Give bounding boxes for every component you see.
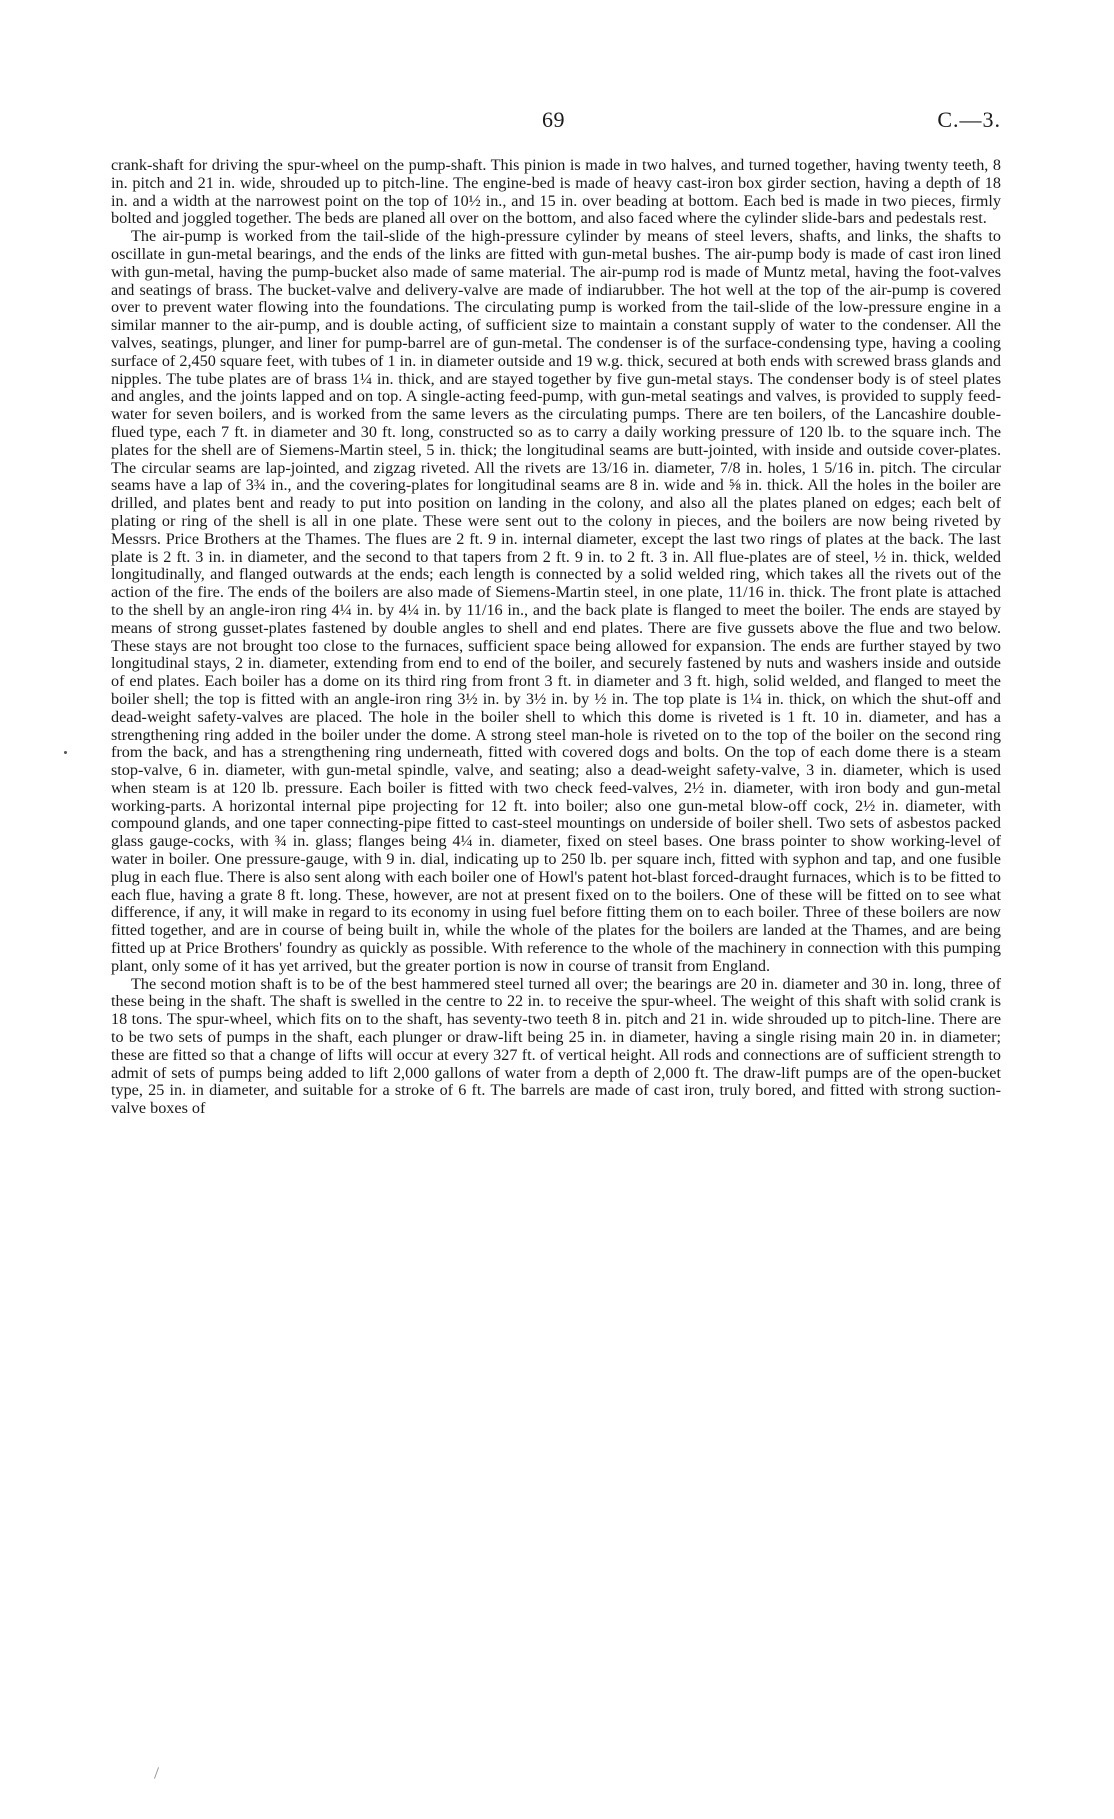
page-reference: C.—3. — [937, 107, 1001, 132]
body-text — [111, 157, 1001, 1118]
paragraph-1: crank-shaft for driving the spur-wheel on the pump-shaft. This pinion is made in two halves, and turned together, having twenty teeth, 8 in. pitch and 21 in. wide, shrouded up to pitch-line. The engine-bed is made of heavy cast-iron box girder section, having a depth of 18 in. and a width at the narrowest point on the top of 10½ in., and 15 in. over beading at bottom. Each bed is made in two pieces, firmly bolted and joggled together. The beds are planed all over on the bottom, and also faced where the cylinder slide-bars and pedestals rest. — [111, 156, 1001, 228]
margin-tick — [154, 1767, 159, 1779]
paragraph-2: The air-pump is worked from the tail-slide of the high-pressure cylinder by means of steel levers, shafts, and links, the shafts to oscillate in gun-metal bearings, and the ends of the links are fitted with gun-metal bushes. The air-pump body is made of cast iron lined with gun-metal, having the pump-bucket also made of same material. The air-pump rod is made of Muntz metal, having the foot-valves and seatings of brass. The bucket-valve and delivery-valve are made of indiarubber. The hot well at the top of the air-pump is covered over to prevent water flowing into the foundations. The circulating pump is worked from the tail-slide of the low-pressure engine in a similar manner to the air-pump, and is double acting, of sufficient size to maintain a constant supply of water to the condenser. All the valves, seatings, plunger, and liner for pump-barrel are of gun-metal. The condenser is of the surface-condensing type, having a cooling surface of 2,450 square feet, with tubes of 1 in. in diameter outside and 19 w.g. thick, secured at both ends with screwed brass glands and nipples. The tube plates are of brass 1¼ in. thick, and are stayed together by five gun-metal stays. The condenser body is of steel plates and angles, and the joints lapped and on top. A single-acting feed-pump, with gun-metal seatings and valves, is provided to supply feed-water for seven boilers, and is worked from the same levers as the circulating pumps. There are ten boilers, of the Lancashire double-flued type, each 7 ft. in diameter and 30 ft. long, constructed so as to carry a daily working pressure of 120 lb. to the square inch. The plates for the shell are of Siemens-Martin steel, 5 in. thick; the longitudinal seams are butt-jointed, with inside and outside cover-plates. The circular seams are lap-jointed, and zigzag riveted. All the rivets are 13/16 in. diameter, 7/8 in. holes, 1 5/16 in. pitch. The circular seams have a lap of 3¾ in., and the covering-plates for longitudinal seams are 8 in. wide and ⅝ in. thick. All the holes in the boiler are drilled, and plates bent and ready to put into position on landing in the colony, and also all the plates planed on edges; each belt of plating or ring of the shell is all in one plate. These were sent out to the colony in pieces, and the boilers are now being riveted by Messrs. Price Brothers at the Thames. The flues are 2 ft. 9 in. internal diameter, except the last two rings of plates at the back. The last plate is 2 ft. 3 in. in diameter, and the second to that tapers from 2 ft. 9 in. to 2 ft. 3 in. All flue-plates are of steel, ½ in. thick, welded longitudinally, and flanged outwards at the ends; each length is connected by a solid welded ring, which takes all the rivets out of the action of the fire. The ends of the boilers are also made of Siemens-Martin steel, in one plate, 11/16 in. thick. The front plate is attached to the shell by an angle-iron ring 4¼ in. by 4¼ in. by 11/16 in., and the back plate is flanged to meet the boiler. The ends are stayed by means of strong gusset-plates fastened by double angles to shell and end plates. There are five gussets above the flue and two below. These stays are not brought too close to the furnaces, sufficient space being allowed for expansion. The ends are further stayed by two longitudinal stays, 2 in. diameter, extending from end to end of the boiler, and securely fastened by nuts and washers inside and outside of end plates. Each boiler has a dome on its third ring from front 3 ft. in diameter and 3 ft. high, solid welded, and flanged to meet the boiler shell; the top is fitted with an angle-iron ring 3½ in. by 3½ in. by ½ in. The top plate is 1¼ in. thick, on which the shut-off and dead-weight safety-valves are placed. The hole in the boiler shell to which this dome is riveted is 1 ft. 10 in. diameter, and has a strengthening ring added in the boiler under the dome. A strong steel man-hole is riveted on to the top of the boiler on the second ring from the back, and has a strengthening ring underneath, fitted with covered dogs and bolts. On the top of each dome there is a steam stop-valve, 6 in. diameter, with gun-metal spindle, valve, and seating; also a dead-weight safety-valve, 3 in. diameter, which is used when steam is at 120 lb. pressure. Each boiler is fitted with two check feed-valves, 2½ in. diameter, with iron body and gun-metal working-parts. A horizontal internal pipe projecting for 12 ft. into boiler; also one gun-metal blow-off cock, 2½ in. diameter, with compound glands, and one taper connecting-pipe fitted to cast-steel mountings on underside of boiler shell. Two sets of asbestos packed glass gauge-cocks, with ¾ in. glass; flanges being 4¼ in. diameter, fixed on steel bases. One brass pointer to show working-level of water in boiler. One pressure-gauge, with 9 in. dial, indicating up to 250 lb. per square inch, fitted with syphon and tap, and one fusible plug in each flue. There is also sent along with each boiler one of Howl's patent hot-blast forced-draught furnaces, which is to be fitted to each flue, having a grate 8 ft. long. These, however, are not at present fixed on to the boilers. One of these will be fitted on to see what difference, if any, it will make in regard to its economy in using fuel before fitting them on to each boiler. Three of these boilers are now fitted together, and are in course of being built in, while the whole of the plates for the boilers are landed at the Thames, and are being fitted up at Price Brothers' foundry as quickly as possible. With reference to the whole of the machinery in connection with this pumping plant, only some of it has yet arrived, but the greater portion is now in course of transit from England. — [111, 227, 1001, 975]
margin-mark — [64, 751, 67, 754]
page-header — [0, 107, 1114, 137]
page-number: 69 — [542, 107, 565, 132]
paragraph-3: The second motion shaft is to be of the best hammered steel turned all over; the bearings are 20 in. diameter and 30 in. long, three of these being in the shaft. The shaft is swelled in the centre to 22 in. to receive the spur-wheel. The weight of this shaft with solid crank is 18 tons. The spur-wheel, which fits on to the shaft, has seventy-two teeth 8 in. pitch and 21 in. wide shrouded up to pitch-line. There are to be two sets of pumps in the shaft, each plunger or draw-lift being 25 in. in diameter, having a single rising main 20 in. in diameter; these are fitted so that a change of lifts will occur at every 327 ft. of vertical height. All rods and connections are of sufficient strength to admit of sets of pumps being added to lift 2,000 gallons of water from a depth of 2,000 ft. The draw-lift pumps are of the open-bucket type, 25 in. in diameter, and suitable for a stroke of 6 ft. The barrels are made of cast iron, truly bored, and fitted with strong suction-valve boxes of — [111, 974, 1001, 1118]
